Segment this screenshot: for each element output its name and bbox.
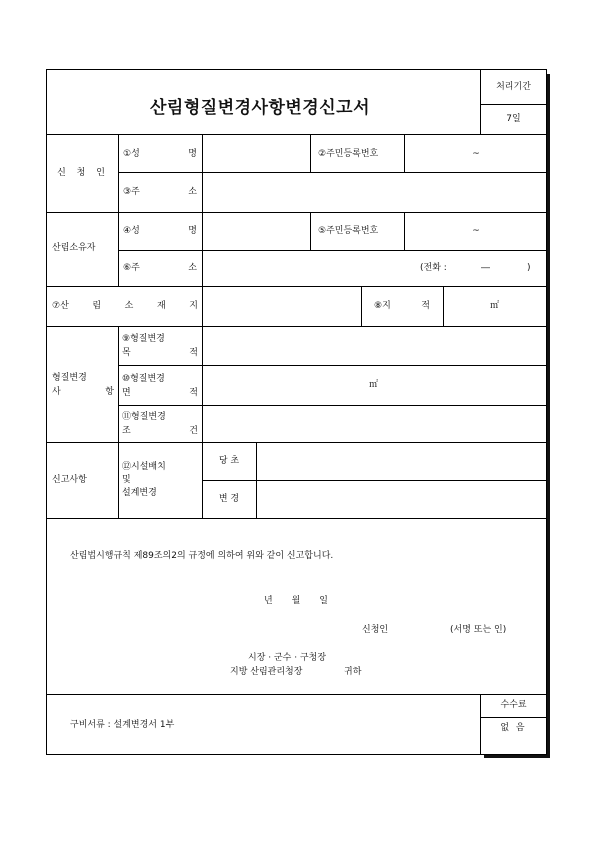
- declaration-statement: 산림법시행규칙 제89조의2의 규정에 의하여 위와 같이 신고합니다.: [70, 551, 334, 561]
- owner-rrn-field[interactable]: ~: [472, 226, 480, 236]
- report-item-label-1: ⑫시설배치: [122, 462, 166, 472]
- change-purpose-label-2: 목 적: [122, 348, 198, 358]
- change-condition-field[interactable]: [203, 406, 547, 441]
- form-title: 산림형질변경사항변경신고서: [150, 98, 370, 118]
- change-area-label-1: ⑩형질변경: [122, 374, 165, 384]
- original-label: 당 초: [218, 456, 240, 466]
- change-condition-label-1: ⑪형질변경: [122, 412, 166, 422]
- owner-address-label: ⑥주 소: [123, 263, 197, 273]
- fee-value: 없 음: [500, 723, 527, 733]
- owner-section-label: 산림소유자: [52, 243, 96, 253]
- change-section-label-1: 형질변경: [52, 373, 87, 383]
- processing-period-label: 처리기간: [496, 82, 531, 92]
- applicant-name-label: ①성 명: [123, 149, 197, 159]
- changed-field[interactable]: [257, 481, 547, 517]
- report-section-label: 신고사항: [52, 475, 87, 485]
- applicant-rrn-label: ②주민등록번호: [318, 149, 379, 159]
- applicant-section-label: 신 청 인: [57, 168, 109, 178]
- recipient-line-1: 시장 · 군수 · 구청장: [248, 653, 327, 663]
- cadastral-area-unit: ㎡: [490, 301, 500, 311]
- applicant-address-label: ③주 소: [123, 187, 197, 197]
- owner-rrn-label: ⑤주민등록번호: [318, 226, 379, 236]
- owner-name-label: ④성 명: [123, 226, 197, 236]
- applicant-address-field[interactable]: [203, 173, 547, 211]
- recipient-line-2: 지방 산림관리청장: [230, 667, 303, 677]
- change-area-label-2: 면 적: [122, 388, 198, 398]
- required-documents: 구비서류 : 설계변경서 1부: [70, 720, 175, 730]
- owner-name-field[interactable]: [203, 213, 309, 249]
- changed-label: 변 경: [218, 494, 240, 504]
- date-line: 년 월 일: [264, 596, 328, 606]
- recipient-suffix: 귀하: [344, 667, 362, 677]
- change-purpose-field[interactable]: [203, 327, 547, 364]
- report-item-label-3: 설계변경: [122, 488, 157, 498]
- report-item-label-2: 및: [122, 475, 131, 485]
- sign-note: (서명 또는 인): [450, 625, 507, 635]
- owner-phone-dash: ―: [481, 263, 490, 273]
- forest-location-label: ⑦산 림 소 재 지: [52, 301, 198, 311]
- change-section-label-2: 사 항: [52, 387, 114, 397]
- signer-label: 신청인: [362, 625, 389, 635]
- change-area-unit: ㎡: [369, 380, 379, 390]
- owner-phone-open: (전화 :: [420, 263, 447, 273]
- original-field[interactable]: [257, 443, 547, 479]
- applicant-rrn-field[interactable]: ~: [472, 149, 480, 159]
- fee-label: 수수료: [500, 700, 527, 710]
- processing-period-value: 7일: [506, 114, 521, 124]
- cadastral-area-label: ⑧지 적: [374, 301, 430, 311]
- change-condition-label-2: 조 건: [122, 426, 198, 436]
- change-purpose-label-1: ⑨형질변경: [122, 334, 165, 344]
- forest-location-field[interactable]: [203, 287, 360, 325]
- applicant-name-field[interactable]: [203, 135, 309, 171]
- owner-phone-close: ): [527, 263, 531, 273]
